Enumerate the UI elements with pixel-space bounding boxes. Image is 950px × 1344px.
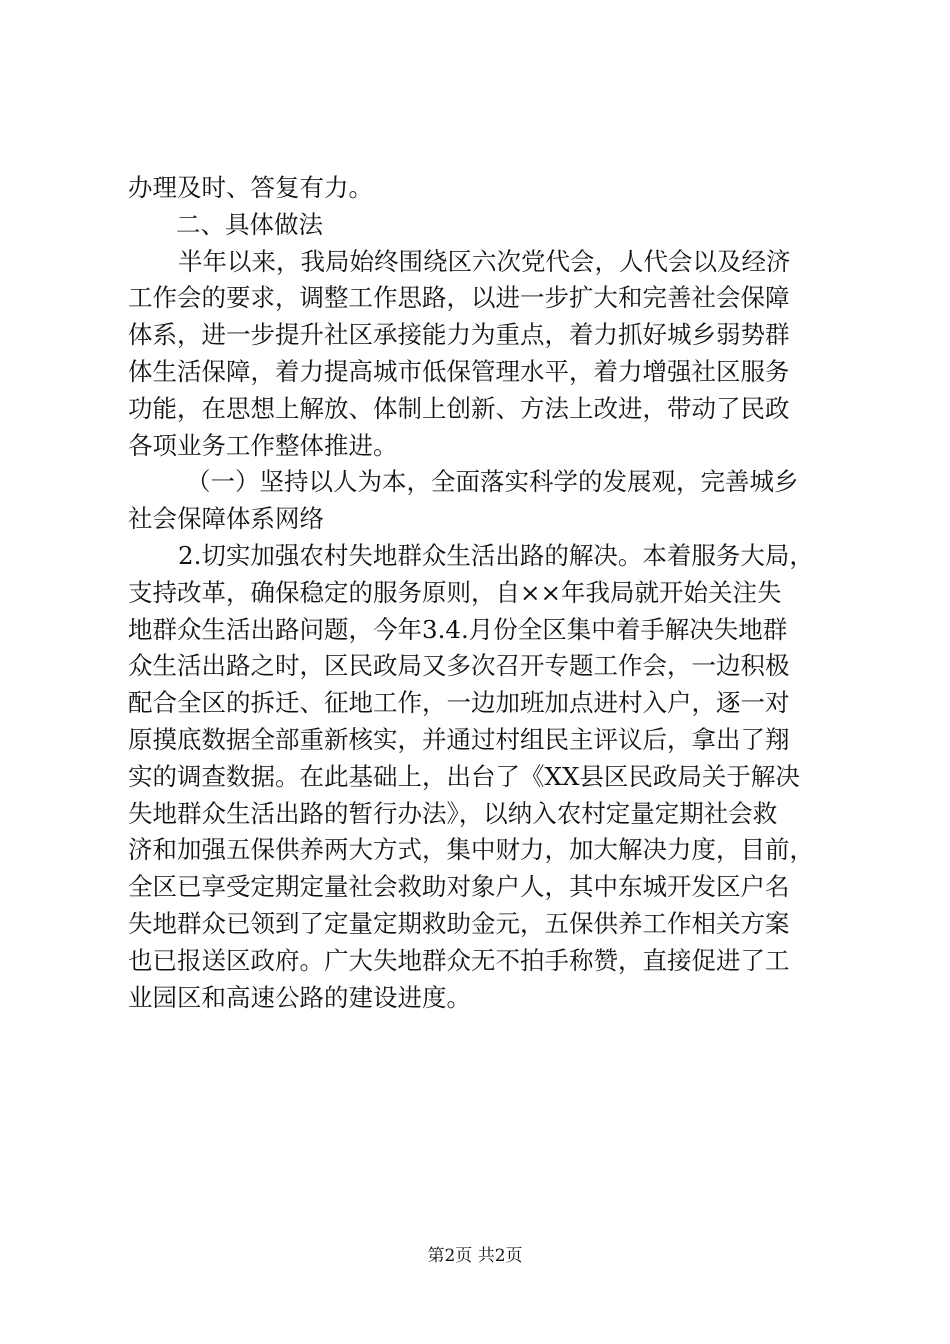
text-line: 原摸底数据全部重新核实，并通过村组民主评议后，拿出了翔	[128, 724, 790, 754]
text-line: 众生活出路之时，区民政局又多次召开专题工作会，一边积极	[128, 651, 790, 681]
text-line: 工作会的要求，调整工作思路，以进一步扩大和完善社会保障	[128, 283, 790, 313]
paragraph-first-line: 2.切实加强农村失地群众生活出路的解决。本着服务大局，	[178, 540, 814, 570]
text-line: 失地群众生活出路的暂行办法》，以纳入农村定量定期社会救	[128, 798, 778, 828]
text-line: 办理及时、答复有力。	[128, 173, 373, 202]
text-line: 济和加强五保供养两大方式，集中财力，加大解决力度，目前，	[128, 835, 814, 865]
text-line: 体生活保障，着力提高城市低保管理水平，着力增强社区服务	[128, 356, 790, 386]
paragraph-first-line: 半年以来，我局始终围绕区六次党代会，人代会以及经济	[178, 246, 791, 276]
text-line: 体系，进一步提升社区承接能力为重点，着力抓好城乡弱势群	[128, 320, 790, 350]
text-line: 失地群众已领到了定量定期救助金元，五保供养工作相关方案	[128, 908, 790, 938]
subsection-heading: （一）坚持以人为本，全面落实科学的发展观，完善城乡	[186, 467, 799, 497]
document-body	[128, 170, 828, 1016]
section-heading: 二、具体做法	[176, 209, 323, 239]
text-line: 功能，在思想上解放、体制上创新、方法上改进，带动了民政	[128, 393, 790, 423]
text-line: 实的调查数据。在此基础上，出台了《XX县区民政局关于解决	[128, 761, 800, 791]
text-line: 支持改革，确保稳定的服务原则，自××年我局就开始关注失	[128, 577, 782, 607]
page-footer: 第2页 共2页	[427, 1246, 523, 1266]
text-line: 配合全区的拆迁、征地工作，一边加班加点进村入户，逐一对	[128, 688, 790, 718]
text-line: 地群众生活出路问题，今年3.4.月份全区集中着手解决失地群	[128, 614, 788, 644]
text-line: 各项业务工作整体推进。	[128, 430, 398, 460]
text-line: 社会保障体系网络	[128, 504, 324, 534]
text-line: 业园区和高速公路的建设进度。	[128, 982, 471, 1012]
text-line: 也已报送区政府。广大失地群众无不拍手称赞，直接促进了工	[128, 945, 790, 975]
text-line: 全区已享受定期定量社会救助对象户人，其中东城开发区户名	[128, 872, 790, 902]
